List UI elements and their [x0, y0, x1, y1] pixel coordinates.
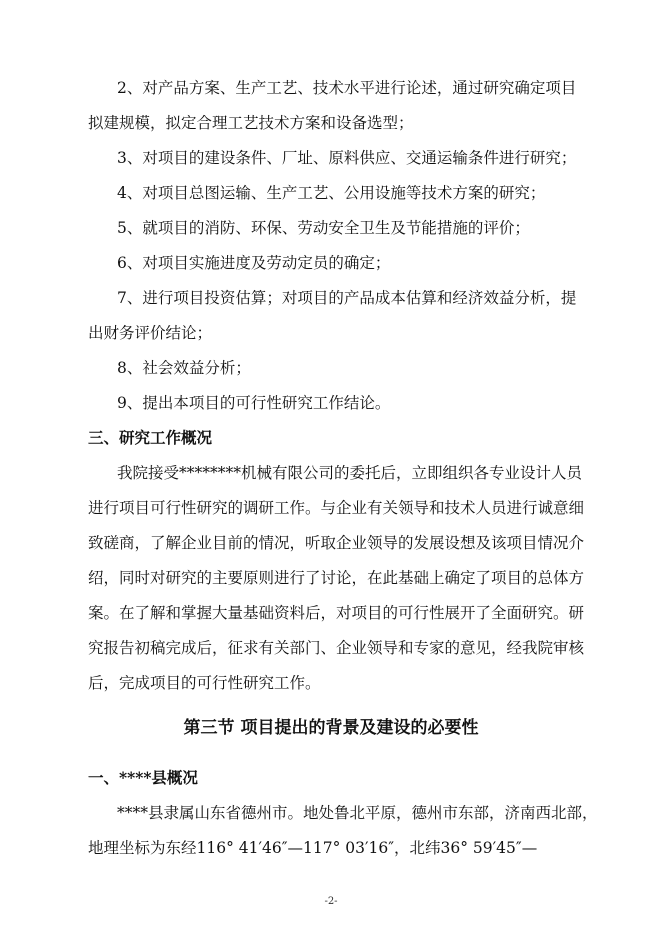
paragraph-line: 案。在了解和掌握大量基础资料后，对项目的可行性展开了全面研究。研 — [88, 604, 585, 622]
list-item-4: 4、对项目总图运输、生产工艺、公用设施等技术方案的研究； — [117, 184, 546, 202]
list-item-5: 5、就项目的消防、环保、劳动安全卫生及节能措施的评价； — [117, 219, 530, 237]
list-item-2-cont: 拟建规模，拟定合理工艺技术方案和设备选型； — [88, 114, 414, 132]
list-item-9: 9、提出本项目的可行性研究工作结论。 — [117, 394, 391, 412]
paragraph-line: 地理坐标为东经116° 41′46″—117° 03′16″，北纬36° 59′45″— — [88, 839, 538, 857]
heading-county-overview: 一、****县概况 — [88, 768, 198, 787]
paragraph-line: 究报告初稿完成后，征求有关部门、企业领导和专家的意见，经我院审核 — [88, 639, 585, 657]
list-item-2: 2、对产品方案、生产工艺、技术水平进行论述，通过研究确定项目 — [117, 79, 577, 97]
heading-research-overview: 三、研究工作概况 — [88, 428, 213, 447]
list-item-3: 3、对项目的建设条件、厂址、原料供应、交通运输条件进行研究； — [117, 149, 577, 167]
paragraph-line: 致磋商，了解企业目前的情况，听取企业领导的发展设想及该项目情况介 — [88, 534, 585, 552]
paragraph-line: ****县隶属山东省德州市。地处鲁北平原，德州市东部，济南西北部， — [117, 804, 598, 822]
list-item-8: 8、社会效益分析； — [117, 359, 251, 377]
list-item-7-cont: 出财务评价结论； — [88, 324, 213, 342]
page-number: -2- — [324, 896, 338, 907]
section-title: 第三节 项目提出的背景及建设的必要性 — [183, 718, 479, 738]
list-item-7: 7、进行项目投资估算；对项目的产品成本估算和经济效益分析，提 — [117, 289, 577, 307]
paragraph-line: 进行项目可行性研究的调研工作。与企业有关领导和技术人员进行诚意细 — [88, 499, 585, 517]
paragraph-line: 绍，同时对研究的主要原则进行了讨论，在此基础上确定了项目的总体方 — [88, 569, 585, 587]
paragraph-line: 我院接受********机械有限公司的委托后，立即组织各专业设计人员 — [117, 464, 583, 482]
paragraph-line: 后，完成项目的可行性研究工作。 — [88, 674, 321, 692]
list-item-6: 6、对项目实施进度及劳动定员的确定； — [117, 254, 391, 272]
